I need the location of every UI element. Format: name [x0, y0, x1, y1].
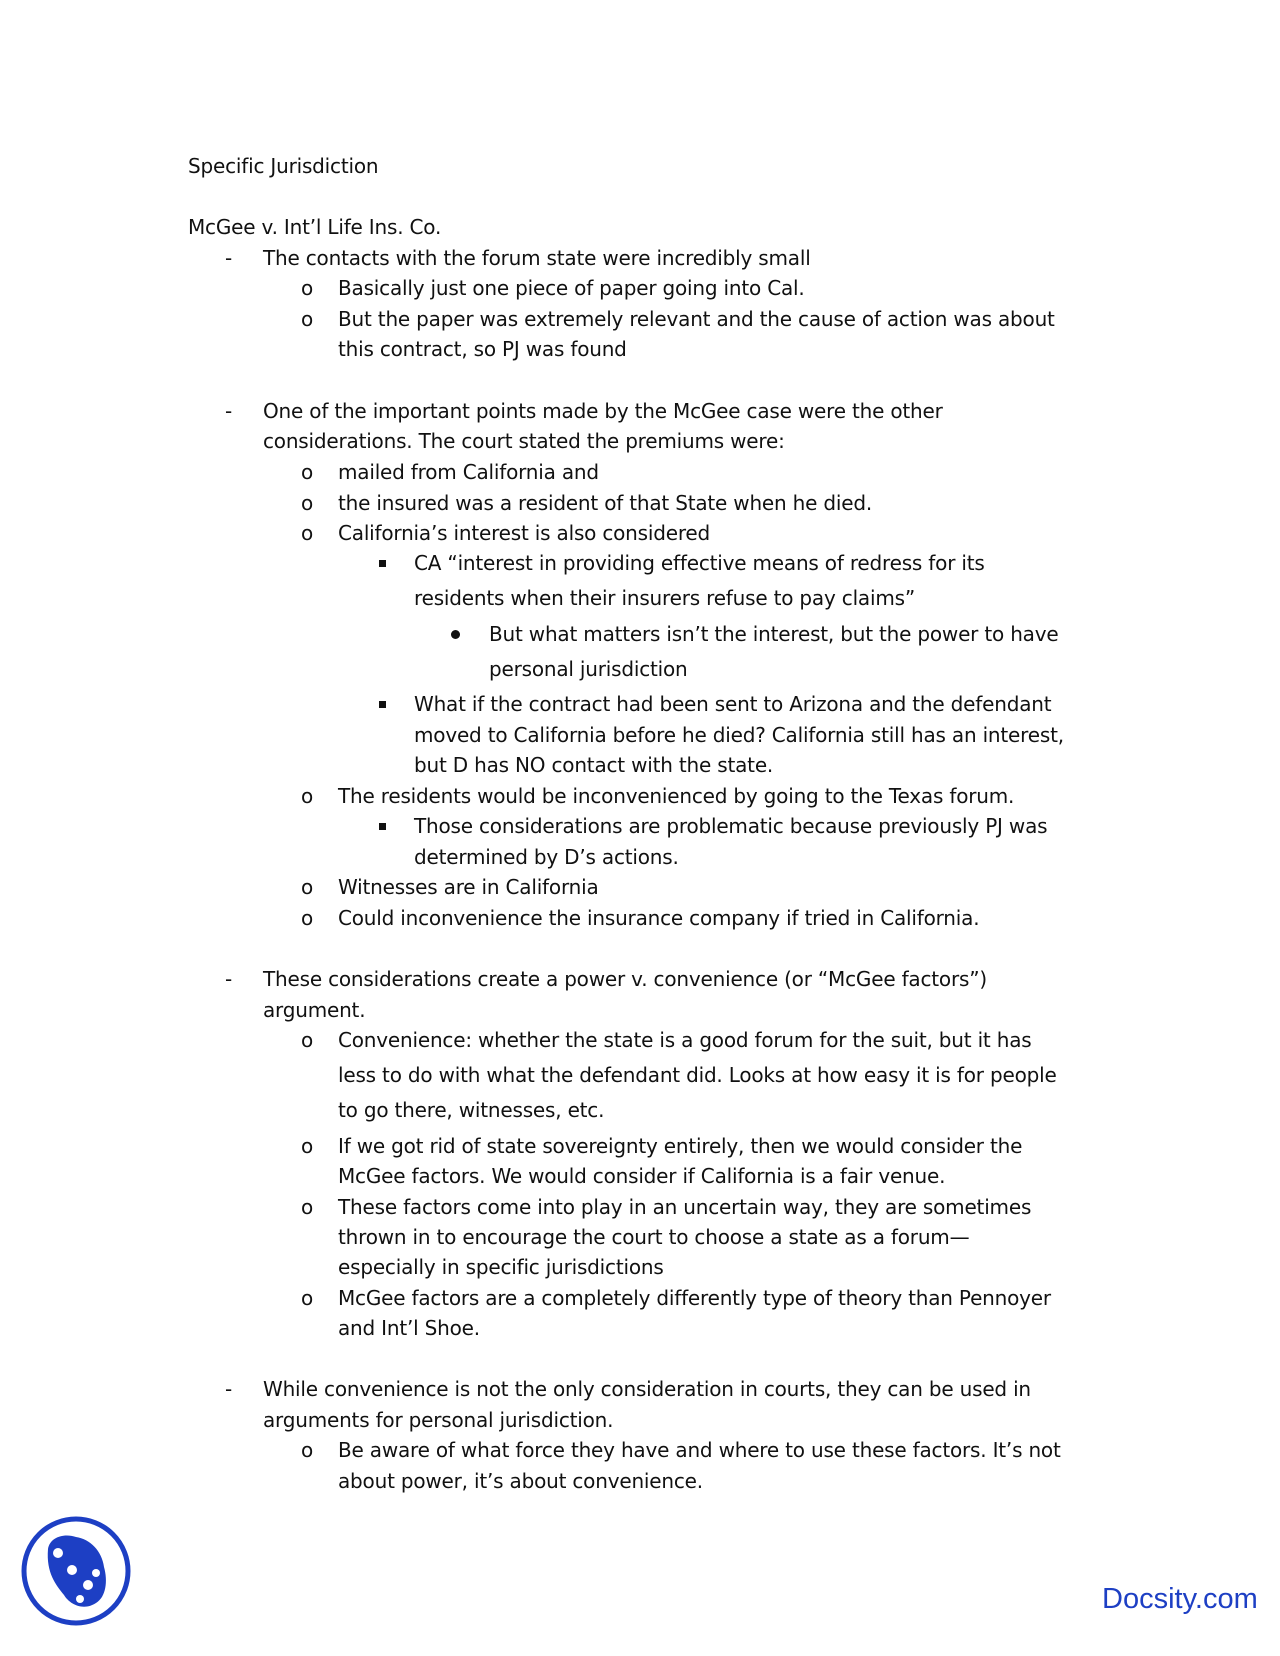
round-bullet-icon	[451, 630, 460, 639]
bullet-1-sub-1: Basically just one piece of paper going into Cal.	[338, 276, 805, 300]
bullet-2-sub-1: mailed from California and	[338, 460, 599, 484]
square-bullet-icon	[379, 701, 386, 708]
bullet-2-sub-3-item-1-line-1: CA “interest in providing effective means of redress for its	[414, 551, 985, 575]
bullet-2-sub-3-item-1-line-2: residents when their insurers refuse to pay claims”	[414, 586, 916, 610]
bullet-2-sub-3-item-2-line-1: What if the contract had been sent to Arizona and the defendant	[414, 692, 1052, 716]
circle-bullet: o	[301, 1195, 314, 1219]
dash-bullet: -	[225, 967, 233, 991]
docsity-brand-link[interactable]: Docsity.com	[1102, 1583, 1258, 1615]
circle-bullet: o	[301, 276, 314, 300]
circle-bullet: o	[301, 906, 314, 930]
bullet-2-line-1: One of the important points made by the McGee case were the other	[263, 399, 943, 423]
bullet-2-sub-6: Could inconvenience the insurance company if tried in California.	[338, 906, 980, 930]
bullet-4-sub-1-line-1: Be aware of what force they have and where to use these factors. It’s not	[338, 1438, 1061, 1462]
bullet-1-text: The contacts with the forum state were incredibly small	[263, 246, 811, 270]
bullet-4-line-2: arguments for personal jurisdiction.	[263, 1408, 614, 1432]
bullet-2-nested-point-line-1: But what matters isn’t the interest, but the power to have	[489, 622, 1059, 646]
bullet-2-sub-3-item-2-line-3: but D has NO contact with the state.	[414, 753, 774, 777]
bullet-2-sub-3-item-2-line-2: moved to California before he died? California still has an interest,	[414, 723, 1064, 747]
square-bullet-icon	[379, 823, 386, 830]
bullet-3-line-1: These considerations create a power v. convenience (or “McGee factors”)	[263, 967, 987, 991]
bullet-2-sub-3: California’s interest is also considered	[338, 521, 711, 545]
dash-bullet: -	[225, 246, 233, 270]
circle-bullet: o	[301, 1438, 314, 1462]
circle-bullet: o	[301, 784, 314, 808]
dash-bullet: -	[225, 399, 233, 423]
bullet-3-sub-4-line-1: McGee factors are a completely differently type of theory than Pennoyer	[338, 1286, 1051, 1310]
bullet-2-sub-4-item-line-2: determined by D’s actions.	[414, 845, 679, 869]
bullet-3-sub-1-line-3: to go there, witnesses, etc.	[338, 1098, 605, 1122]
bullet-2-line-2: considerations. The court stated the premiums were:	[263, 429, 785, 453]
circle-bullet: o	[301, 521, 314, 545]
bullet-2-sub-4: The residents would be inconvenienced by going to the Texas forum.	[338, 784, 1015, 808]
bullet-1-sub-2-line-2: this contract, so PJ was found	[338, 337, 627, 361]
bullet-2-sub-5: Witnesses are in California	[338, 875, 599, 899]
bullet-3-sub-3-line-2: thrown in to encourage the court to choose a state as a forum—	[338, 1225, 970, 1249]
docsity-logo-icon[interactable]	[20, 1515, 132, 1627]
bullet-3-sub-2-line-1: If we got rid of state sovereignty entirely, then we would consider the	[338, 1134, 1023, 1158]
bullet-4-line-1: While convenience is not the only consideration in courts, they can be used in	[263, 1377, 1031, 1401]
circle-bullet: o	[301, 307, 314, 331]
bullet-4-sub-1-line-2: about power, it’s about convenience.	[338, 1469, 703, 1493]
circle-bullet: o	[301, 491, 314, 515]
bullet-3-line-2: argument.	[263, 998, 366, 1022]
circle-bullet: o	[301, 1286, 314, 1310]
bullet-3-sub-4-line-2: and Int’l Shoe.	[338, 1316, 480, 1340]
bullet-3-sub-3-line-3: especially in specific jurisdictions	[338, 1255, 664, 1279]
bullet-3-sub-3-line-1: These factors come into play in an uncertain way, they are sometimes	[338, 1195, 1032, 1219]
circle-bullet: o	[301, 1028, 314, 1052]
bullet-3-sub-1-line-2: less to do with what the defendant did. Looks at how easy it is for people	[338, 1063, 1057, 1087]
dash-bullet: -	[225, 1377, 233, 1401]
bullet-3-sub-1-line-1: Convenience: whether the state is a good forum for the suit, but it has	[338, 1028, 1032, 1052]
bullet-2-nested-point-line-2: personal jurisdiction	[489, 657, 688, 681]
doc-heading: Specific Jurisdiction	[188, 154, 379, 178]
square-bullet-icon	[379, 560, 386, 567]
circle-bullet: o	[301, 1134, 314, 1158]
circle-bullet: o	[301, 460, 314, 484]
bullet-2-sub-4-item-line-1: Those considerations are problematic because previously PJ was	[414, 814, 1048, 838]
circle-bullet: o	[301, 875, 314, 899]
bullet-3-sub-2-line-2: McGee factors. We would consider if California is a fair venue.	[338, 1164, 946, 1188]
case-title: McGee v. Int’l Life Ins. Co.	[188, 215, 442, 239]
bullet-1-sub-2-line-1: But the paper was extremely relevant and the cause of action was about	[338, 307, 1055, 331]
bullet-2-sub-2: the insured was a resident of that State when he died.	[338, 491, 873, 515]
